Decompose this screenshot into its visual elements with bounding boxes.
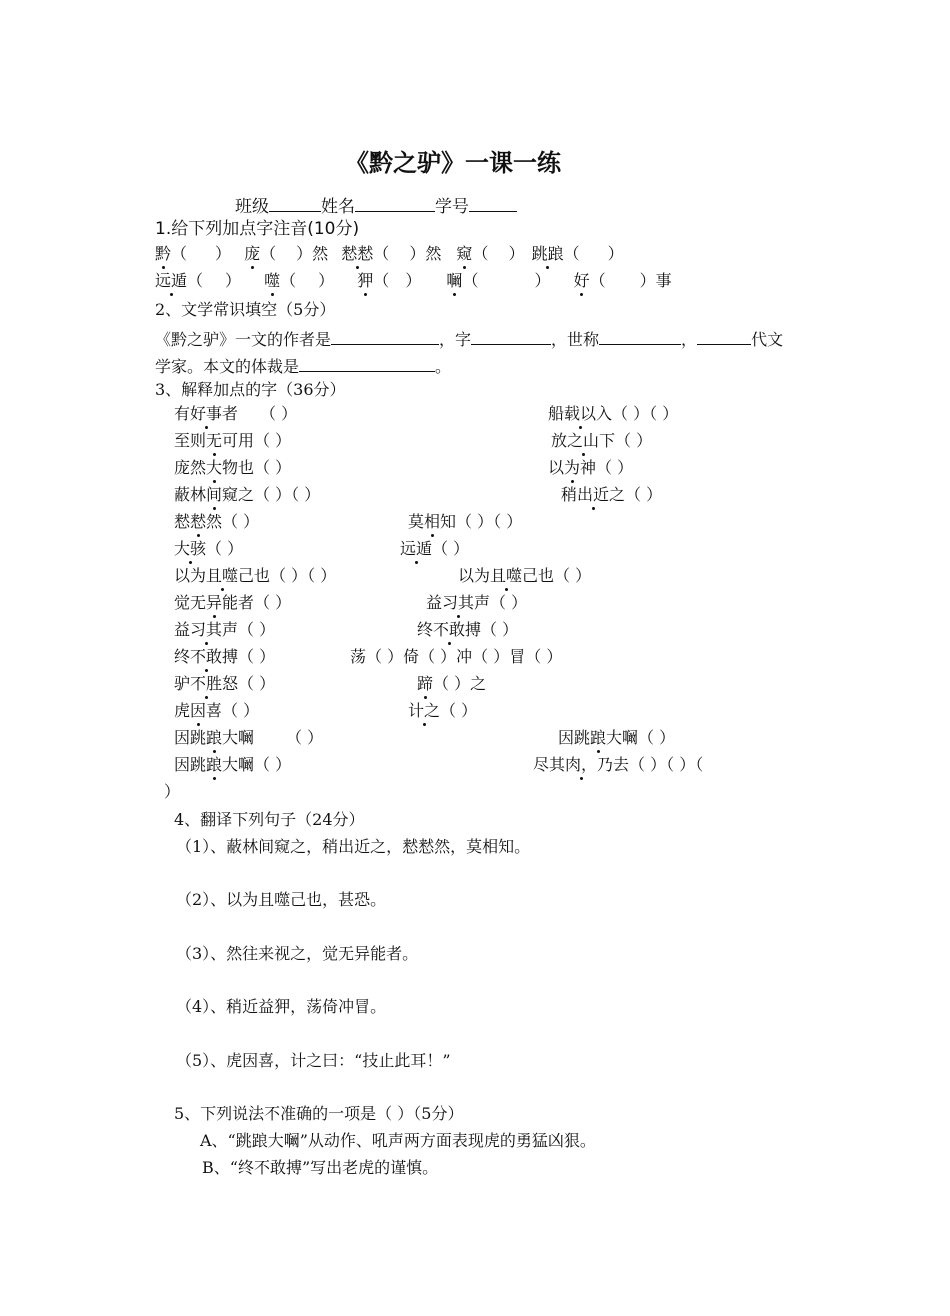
q3-right: 益习其声（ ） xyxy=(426,593,528,612)
q1-word: 㘎 xyxy=(446,271,463,290)
q1-heading: 1.给下列加点字注音(10分) xyxy=(155,219,360,239)
q4-item: （2）、以为且噬己也，甚恐。 xyxy=(176,890,387,909)
q3-left: 益习其声（ ） xyxy=(174,620,276,639)
q3-left: 驴不胜怒（ ） xyxy=(174,674,276,693)
q3-left: 觉无异能者（ ） xyxy=(174,593,292,612)
q1-word: 慭慭 xyxy=(341,244,374,263)
q3-right: 以为且噬己也（ ） xyxy=(458,566,592,585)
q4-item: （4）、稍近益狎，荡倚冲冒。 xyxy=(176,997,387,1016)
q3-right: 放之山下（ ） xyxy=(551,431,653,450)
q3-wrap: ） xyxy=(164,782,181,801)
page-title: 《黔之驴》一课一练 xyxy=(345,149,561,177)
class-blank[interactable] xyxy=(269,194,321,212)
q1-word: 庞 xyxy=(244,244,261,263)
q3-heading: 3、解释加点的字（36分） xyxy=(155,380,346,399)
q3-right: 尽其肉，乃去（ ）（ ）（ xyxy=(533,755,704,774)
student-info-line xyxy=(235,194,517,217)
q5-option-a[interactable]: A、“跳踉大㘎”从动作、吼声两方面表现虎的勇猛凶狠。 xyxy=(200,1131,596,1150)
q3-right: 稍出近之（ ） xyxy=(561,485,663,504)
q3-left: 至则无可用（ ） xyxy=(174,431,292,450)
q4-heading: 4、翻译下列句子（24分） xyxy=(174,810,365,829)
q3-right: 因跳踉大㘎（ ） xyxy=(558,728,676,747)
q1-line-2: 远遁（ ） 噬（ ） 狎（ ） 㘎（ ） 好（ ）事 xyxy=(155,271,672,290)
q1-word: 狎 xyxy=(357,271,374,290)
dynasty-blank[interactable] xyxy=(697,327,751,345)
q1-word: 远遁 xyxy=(155,271,188,290)
q4-item: （5）、虎因喜，计之曰：“技止此耳！” xyxy=(176,1051,451,1070)
author-blank[interactable] xyxy=(331,327,439,345)
q2-line-2: 学家。本文的体裁是 。 xyxy=(155,354,451,377)
q3-left: 因跳踉大㘎 （ ） xyxy=(174,728,324,747)
q1-word: 黔 xyxy=(155,244,172,263)
q3-left: 蔽林间窥之（ ）（ ） xyxy=(174,485,321,504)
q3-left: 以为且噬己也（ ）（ ） xyxy=(174,566,337,585)
q2-heading: 2、文学常识填空（5分） xyxy=(155,300,336,319)
q5-option-b[interactable]: B、“终不敢搏”写出老虎的谨慎。 xyxy=(202,1158,439,1177)
q3-right: 船载以入（ ）（ ） xyxy=(548,404,679,423)
q3-left: 庞然大物也（ ） xyxy=(174,458,292,477)
q3-right: 以为神（ ） xyxy=(548,458,634,477)
title-blank[interactable] xyxy=(599,327,681,345)
class-label: 班级 xyxy=(235,197,269,217)
name-blank[interactable] xyxy=(355,194,435,212)
q3-right: 计之（ ） xyxy=(408,701,478,720)
q3-right: 蹄（ ）之 xyxy=(417,674,487,693)
q3-right: 远遁（ ） xyxy=(400,539,470,558)
q3-left: 大骇（ ） xyxy=(174,539,244,558)
name-label: 姓名 xyxy=(321,197,355,217)
q3-left: 终不敢搏（ ） xyxy=(174,647,276,666)
id-label: 学号 xyxy=(435,197,469,217)
q3-left: 慭慭然（ ） xyxy=(174,512,260,531)
genre-blank[interactable] xyxy=(299,354,435,372)
q3-right: 荡（ ）倚（ ）冲（ ）冒（ ） xyxy=(350,647,563,666)
q4-item: （3）、然往来视之，觉无异能者。 xyxy=(176,944,419,963)
q4-item: （1）、蔽林间窥之，稍出近之，慭慭然，莫相知。 xyxy=(176,837,531,856)
q5-heading: 5、下列说法不准确的一项是（ ）（5分） xyxy=(174,1104,464,1123)
q1-word: 好 xyxy=(573,271,590,290)
q3-right: 莫相知（ ）（ ） xyxy=(408,512,523,531)
courtesy-name-blank[interactable] xyxy=(471,327,551,345)
q2-line-1: 《黔之驴》一文的作者是 ，字 ，世称 ， 代文 xyxy=(155,327,783,350)
q3-right: 终不敢搏（ ） xyxy=(417,620,519,639)
q1-word: 窥 xyxy=(456,244,473,263)
q1-word: 跳踉 xyxy=(531,244,564,263)
q3-left: 因跳踉大㘎（ ） xyxy=(174,755,292,774)
q1-line-1: 黔（ ） 庞（ ）然 慭慭（ ）然 窥（ ） 跳踉（ ） xyxy=(155,244,624,263)
id-blank[interactable] xyxy=(469,194,517,212)
q3-left: 有好事者 （ ） xyxy=(174,404,298,423)
q1-word: 噬 xyxy=(264,271,281,290)
q3-left: 虎因喜（ ） xyxy=(174,701,260,720)
